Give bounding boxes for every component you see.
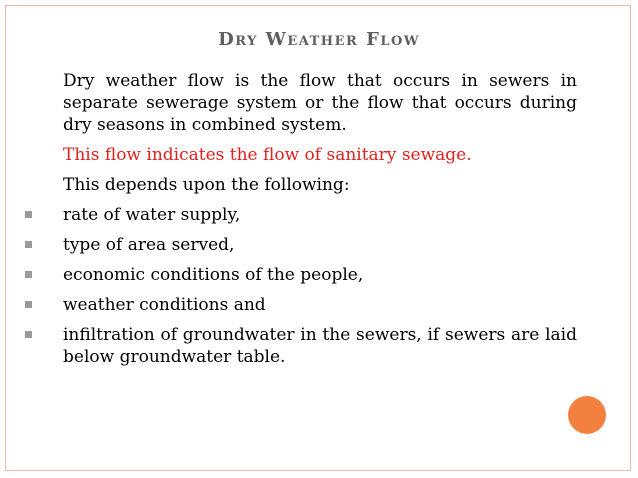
square-bullet-icon [25,271,32,278]
list-item [63,234,577,256]
list-item-text: type of area served, [63,235,235,255]
list-item-text: weather conditions and [63,295,266,315]
list-item [63,264,577,286]
definition-paragraph: Dry weather flow is the flow that occurs in sewers in separate sewerage system or the flow that occurs during dry seasons in combined system. [63,71,577,135]
list-item-text: infiltration of groundwater in the sewers, if sewers are laid below groundwater table. [63,325,577,367]
square-bullet-icon [25,211,32,218]
square-bullet-icon [25,241,32,248]
highlight-paragraph: This flow indicates the flow of sanitary sewage. [63,145,472,165]
intro-paragraph: This depends upon the following: [63,175,350,195]
slide-body [63,70,577,376]
factor-list [63,204,577,368]
slide-title: Dry Weather Flow [218,29,420,50]
list-item-text: economic conditions of the people, [63,265,364,285]
list-item-text: rate of water supply, [63,205,241,225]
list-item [63,204,577,226]
square-bullet-icon [25,301,32,308]
list-item [63,324,577,368]
list-item [63,294,577,316]
orange-circle-icon [568,396,606,434]
square-bullet-icon [25,331,32,338]
